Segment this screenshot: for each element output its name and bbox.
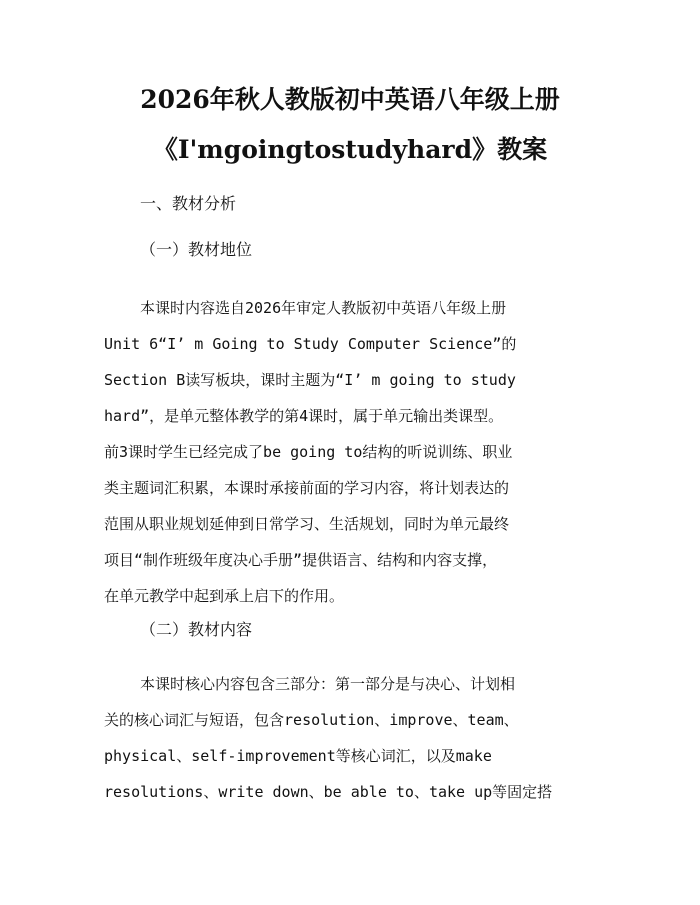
paragraph-textbook-status xyxy=(104,290,604,614)
paragraph-line: physical、self-improvement等核心词汇，以及make xyxy=(104,747,492,765)
document-title-line-1: 2026年秋人教版初中英语八年级上册 xyxy=(140,85,560,114)
subsection-heading-textbook-status: （一）教材地位 xyxy=(140,240,253,259)
paragraph-line: resolutions、write down、be able to、take up等固定搭 xyxy=(104,783,553,801)
paragraph-line: 类主题词汇积累，本课时承接前面的学习内容，将计划表达的 xyxy=(104,479,510,497)
paragraph-line: 范围从职业规划延伸到日常学习、生活规划，同时为单元最终 xyxy=(104,515,510,533)
paragraph-line: Section B读写板块，课时主题为“I’ m going to study xyxy=(104,371,516,389)
paragraph-line: 前3课时学生已经完成了be going to结构的听说训练、职业 xyxy=(104,443,513,461)
paragraph-line: 关的核心词汇与短语，包含resolution、improve、team、 xyxy=(104,711,519,729)
paragraph-line: 项目“制作班级年度决心手册”提供语言、结构和内容支撑， xyxy=(104,551,498,569)
paragraph-line: 在单元教学中起到承上启下的作用。 xyxy=(104,587,345,605)
paragraph-textbook-content xyxy=(104,666,604,810)
paragraph-line: 本课时内容选自2026年审定人教版初中英语八年级上册 xyxy=(140,299,507,317)
subsection-heading-textbook-content: （二）教材内容 xyxy=(140,620,253,639)
paragraph-line: 本课时核心内容包含三部分：第一部分是与决心、计划相 xyxy=(140,675,516,693)
section-heading-textbook-analysis: 一、教材分析 xyxy=(140,194,237,213)
paragraph-line: hard”，是单元整体教学的第4课时，属于单元输出类课型。 xyxy=(104,407,504,425)
document-title-line-2: 《I'mgoingtostudyhard》教案 xyxy=(152,135,548,164)
paragraph-line: Unit 6“I’ m Going to Study Computer Science”的 xyxy=(104,335,517,353)
